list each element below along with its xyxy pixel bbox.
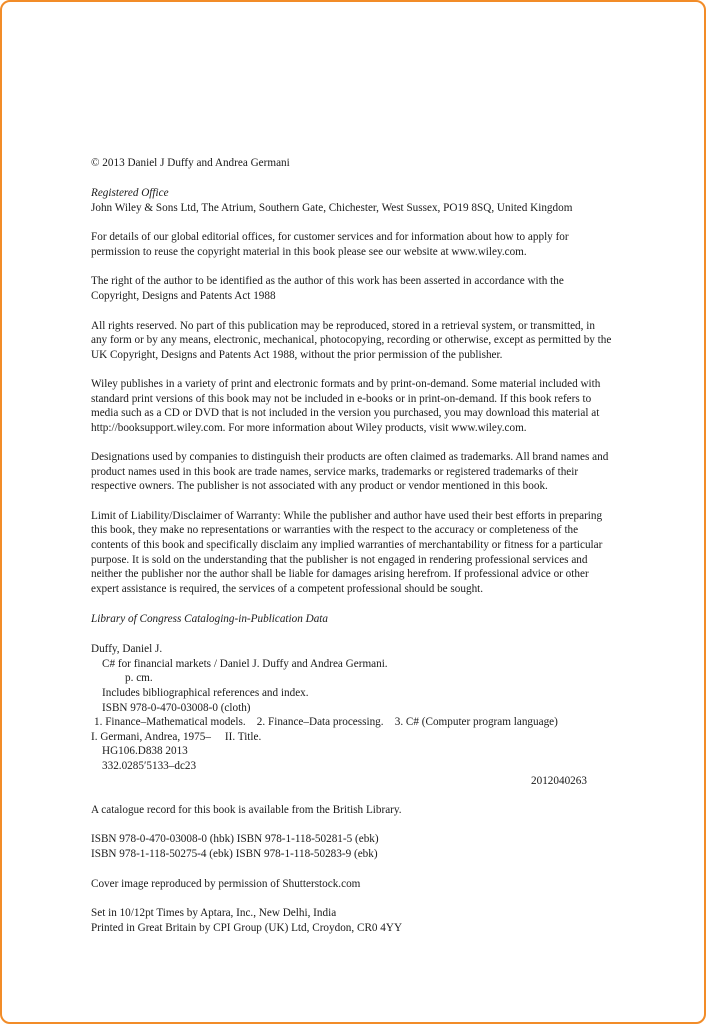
british-library-note: A catalogue record for this book is available from the British Library. <box>91 804 402 816</box>
cip-heading: Library of Congress Cataloging-in-Publication Data <box>91 613 329 625</box>
trademarks-text: product names used in this book are trade names, service marks, trademarks or registered trademarks of their <box>91 466 579 478</box>
editorial-text: For details of our global editorial offices, for customer services and for information about how to apply for <box>91 231 569 243</box>
warranty-text: Limit of Liability/Disclaimer of Warranty: While the publisher and author have used their best efforts in preparing <box>91 510 603 522</box>
author-right-text: Copyright, Designs and Patents Act 1988 <box>91 290 276 302</box>
cover-credit: Cover image reproduced by permission of Shutterstock.com <box>91 878 361 890</box>
warranty-text: this book, they make no representations or warranties with the respect to the accuracy or completeness of the <box>91 524 579 536</box>
cip-dewey: 332.0285′5133–dc23 <box>102 760 197 772</box>
rights-reserved-text: any form or by any means, electronic, mechanical, photocopying, recording or otherwise, except as permitted by the <box>91 334 612 346</box>
formats-text: Wiley publishes in a variety of print and electronic formats and by print-on-demand. Some material included with <box>91 378 601 390</box>
cip-added-entries: I. Germani, Andrea, 1975– II. Title. <box>91 731 262 743</box>
cip-isbn: ISBN 978-0-470-03008-0 (cloth) <box>102 702 251 714</box>
cip-title: C# for financial markets / Daniel J. Duffy and Andrea Germani. <box>102 658 388 670</box>
author-right-text: The right of the author to be identified as the author of this work has been asserted in accordance with the <box>91 275 564 287</box>
cip-subjects: 1. Finance–Mathematical models. 2. Finance–Data processing. 3. C# (Computer program language) <box>94 716 558 728</box>
isbn-line: ISBN 978-0-470-03008-0 (hbk) ISBN 978-1-118-50281-5 (ebk) <box>91 833 379 845</box>
cip-includes: Includes bibliographical references and index. <box>102 687 309 699</box>
registered-office-label: Registered Office <box>91 187 169 199</box>
isbn-line: ISBN 978-1-118-50275-4 (ebk) ISBN 978-1-118-50283-9 (ebk) <box>91 848 378 860</box>
cip-pages: p. cm. <box>125 672 153 684</box>
rights-reserved-text: All rights reserved. No part of this publication may be reproduced, stored in a retrieval system, or transmitted, in <box>91 320 595 332</box>
registered-office-address: John Wiley & Sons Ltd, The Atrium, Southern Gate, Chichester, West Sussex, PO19 8SQ, United Kingdom <box>91 202 573 214</box>
editorial-text: permission to reuse the copyright material in this book please see our website at www.wiley.com. <box>91 246 527 258</box>
trademarks-text: Designations used by companies to distinguish their products are often claimed as trademarks. All brand names and <box>91 451 609 463</box>
formats-text: standard print versions of this book may not be included in e-books or in print-on-demand. If this book refers to <box>91 393 592 405</box>
warranty-text: expert assistance is required, the services of a competent professional should be sought. <box>91 583 484 595</box>
cip-lc-class: HG106.D838 2013 <box>102 745 188 757</box>
warranty-text: neither the publisher nor the author shall be liable for damages arising herefrom. If professional advice or other <box>91 568 589 580</box>
cip-lccn: 2012040263 <box>531 775 587 787</box>
formats-text: media such as a CD or DVD that is not included in the version you purchased, you may download this material at <box>91 407 600 419</box>
formats-text: http://booksupport.wiley.com. For more information about Wiley products, visit www.wiley.com. <box>91 422 527 434</box>
printing-line: Printed in Great Britain by CPI Group (UK) Ltd, Croydon, CR0 4YY <box>91 922 403 934</box>
warranty-text: contents of this book and specifically disclaim any implied warranties of merchantability or fitness for a particular <box>91 539 603 551</box>
cip-author: Duffy, Daniel J. <box>91 643 163 655</box>
trademarks-text: respective owners. The publisher is not associated with any product or vendor mentioned in this book. <box>91 480 548 492</box>
warranty-text: purpose. It is sold on the understanding that the publisher is not engaged in rendering professional services and <box>91 554 588 566</box>
copyright-line: © 2013 Daniel J Duffy and Andrea Germani <box>91 157 290 169</box>
rights-reserved-text: UK Copyright, Designs and Patents Act 1988, without the prior permission of the publisher. <box>91 349 503 361</box>
typesetting-line: Set in 10/12pt Times by Aptara, Inc., New Delhi, India <box>91 907 337 919</box>
